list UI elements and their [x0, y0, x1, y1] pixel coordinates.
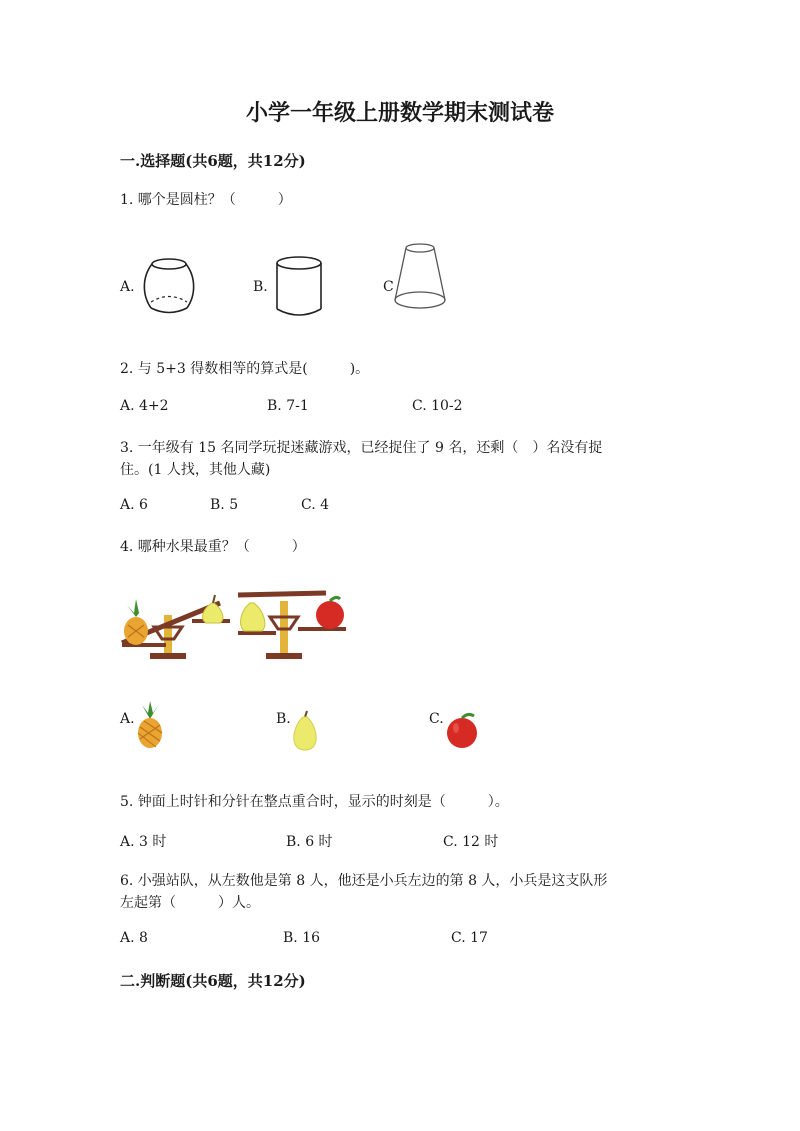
q6-option-b: B. 16 — [283, 930, 321, 946]
q5-option-a: A. 3 时 — [120, 834, 167, 850]
q4-option-a: A. — [120, 711, 135, 727]
q3-option-b: B. 5 — [210, 497, 239, 513]
barrel-shape-icon — [142, 255, 196, 317]
q2-option-c: C. 10-2 — [412, 398, 463, 414]
balance-scale-pear-apple-icon — [236, 587, 348, 663]
question-1: 1. 哪个是圆柱？（ ） — [120, 192, 292, 208]
balance-scale-pineapple-pear-icon — [120, 585, 232, 663]
q1-option-b: B. — [253, 279, 268, 295]
pineapple-icon — [134, 701, 166, 749]
cylinder-shape-icon — [274, 255, 324, 317]
apple-icon — [444, 712, 480, 748]
page-title: 小学一年级上册数学期末测试卷 — [245, 100, 554, 126]
section-heading-judgment: 二.判断题(共6题，共12分) — [120, 972, 306, 990]
section-heading-choice: 一.选择题(共6题，共12分) — [120, 152, 306, 170]
q2-option-b: B. 7-1 — [267, 398, 309, 414]
q4-option-c: C. — [429, 711, 444, 727]
q6-option-a: A. 8 — [120, 930, 148, 946]
question-3-line-1: 3. 一年级有 15 名同学玩捉迷藏游戏，已经捉住了 9 名，还剩（ ）名没有捉 — [120, 440, 603, 456]
q1-option-c: C — [383, 279, 394, 295]
q5-option-c: C. 12 时 — [443, 834, 499, 850]
q3-option-a: A. 6 — [120, 497, 148, 513]
q6-option-c: C. 17 — [451, 930, 488, 946]
cone-frustum-shape-icon — [392, 241, 448, 313]
question-6-line-2: 左起第（ ）人。 — [120, 895, 260, 911]
q4-option-b: B. — [276, 711, 291, 727]
q5-option-b: B. 6 时 — [286, 834, 333, 850]
question-6-line-1: 6. 小强站队，从左数他是第 8 人，他还是小兵左边的第 8 人，小兵是这支队形 — [120, 873, 608, 889]
question-5: 5. 钟面上时针和分针在整点重合时，显示的时刻是（ ）。 — [120, 794, 509, 810]
q3-option-c: C. 4 — [301, 497, 330, 513]
q2-option-a: A. 4+2 — [120, 398, 169, 414]
question-2: 2. 与 5+3 得数相等的算式是( )。 — [120, 361, 370, 377]
pear-icon — [290, 711, 320, 751]
q1-option-a: A. — [120, 279, 135, 295]
question-3-line-2: 住。(1 人找，其他人藏) — [120, 462, 271, 478]
question-4: 4. 哪种水果最重？（ ） — [120, 539, 306, 555]
